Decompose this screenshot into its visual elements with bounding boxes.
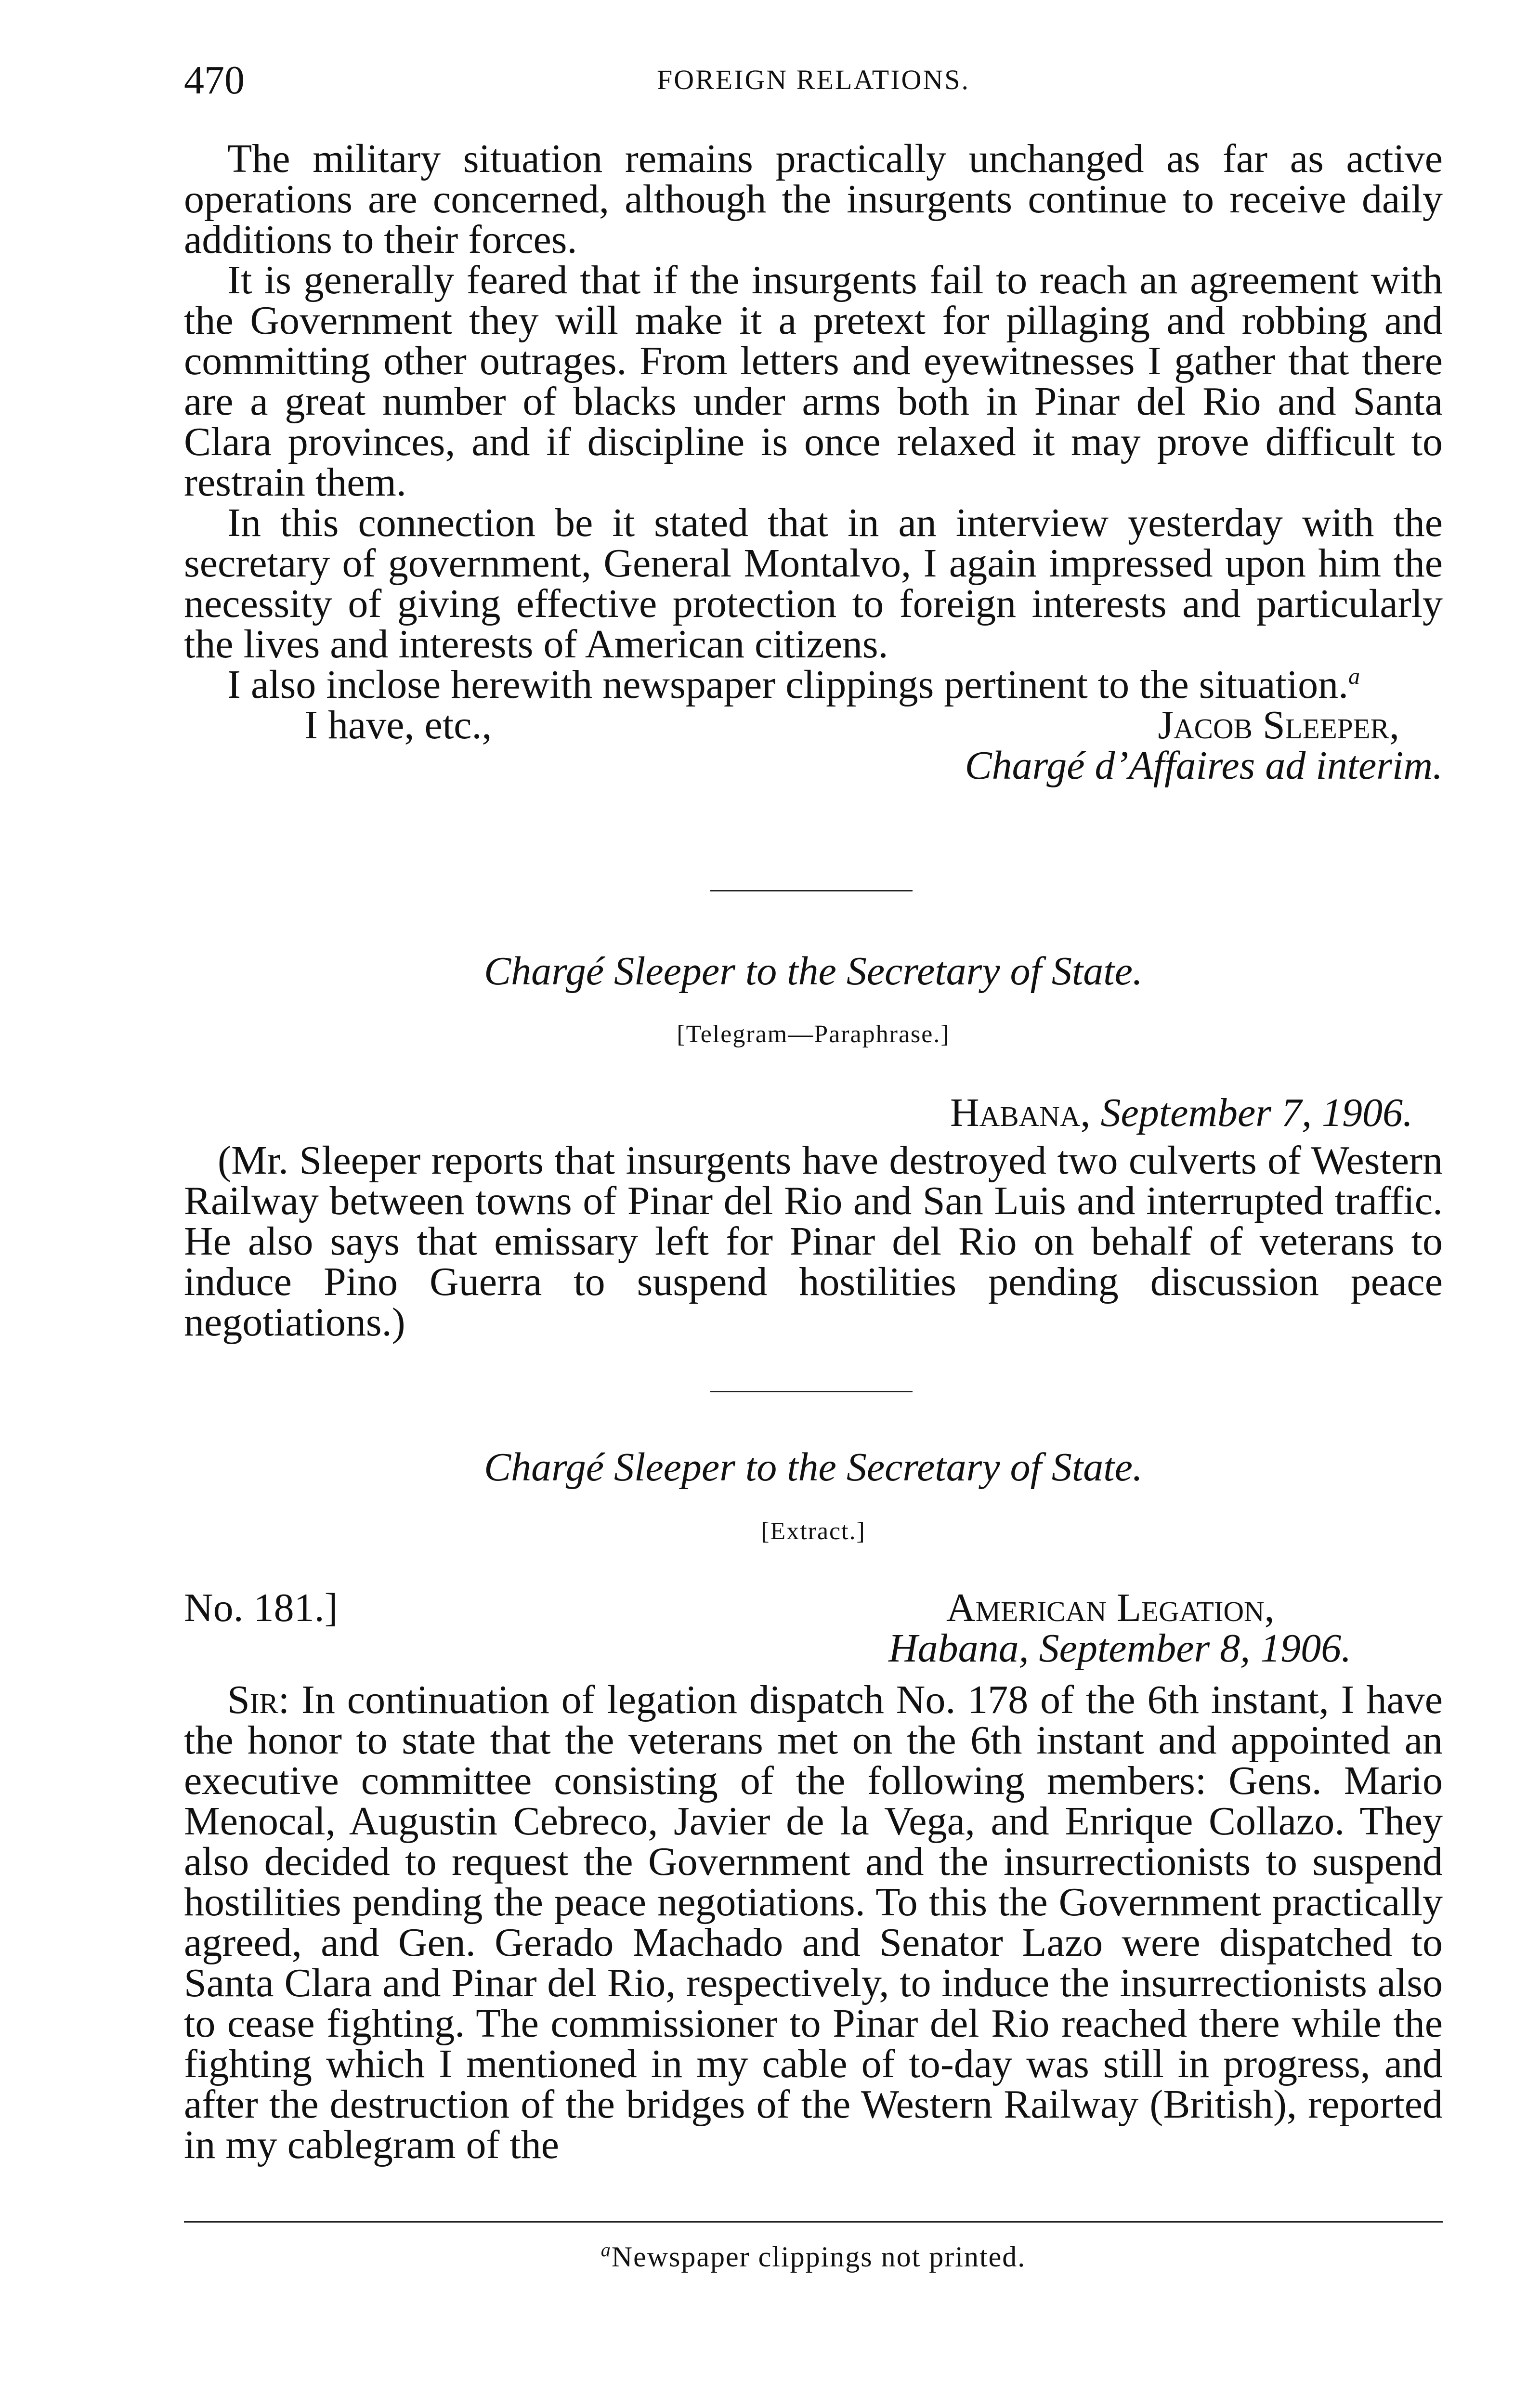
footnote-marker: a [600,2239,612,2261]
document-subheading: [Extract.] [761,1518,866,1545]
dispatch-body [184,1677,1443,2167]
paragraph-with-footnote [184,662,1443,707]
salutation: Sir: [227,1677,290,1722]
letter-continuation [184,136,1443,788]
telegram-body [184,1140,1443,1343]
closing: I have, etc., [304,703,492,747]
section-divider [710,1391,913,1392]
address-dateline: Habana, September 8, 1906. [888,1626,1352,1671]
footnote-rule [184,2221,1443,2223]
paragraph [184,1677,1443,2167]
section-divider [710,890,913,891]
footnote-text: Newspaper clippings not printed. [611,2241,1026,2273]
document-subheading: [Telegram—Paraphrase.] [677,1021,950,1048]
page-header [184,57,1443,105]
document-heading: Chargé Sleeper to the Secretary of State. [484,1445,1143,1490]
address-line: American Legation, [946,1585,1275,1630]
paragraph: The military situation remains practically unchanged as far as active operations are concerned, although the insurgents continue to receive daily additions to their forces. [184,136,1443,262]
signature: Jacob Sleeper, [1158,703,1399,747]
signature-title: Chargé d’Affaires ad interim. [965,743,1443,788]
dateline-date: September 7, 1906. [1100,1090,1413,1135]
document-heading: Chargé Sleeper to the Secretary of State. [484,949,1143,994]
paragraph: (Mr. Sleeper reports that insurgents have destroyed two culverts of Western Railway between towns of Pinar del Rio and San Luis and interrupted traffic. He also says that emissary left for Pinar del Rio on behalf of veterans to induce Pino Guerra to suspend hostilities pending discussion peace negotiations.) [184,1138,1443,1345]
paragraph-text: In continuation of legation dispatch No. 178 of the 6th instant, I have the honor to state that the veterans met on the 6th instant and appointed an executive committee consisting of the following members: Gens. Mario Menocal, Augustin Cebreco, Javier de la Vega, and Enrique Collazo. They also decided to request the Government and the insurrectionists to suspend hostilities pending the peace negotiations. To this the Government practically agreed, and Gen. Gerado Machado and Senator Lazo were dispatched to Santa Clara and Pinar del Rio, respectively, to induce the insurrectionists also to cease fighting. The commissioner to Pinar del Rio reached there while the fighting which I mentioned in my cable of to-day was still in progress, and after the destruction of the bridges of the Western Railway (British), reported in my cablegram of the [184,1677,1443,2167]
dateline [950,1089,1413,1136]
paragraph-text: I also inclose herewith newspaper clippings pertinent to the situation. [227,662,1349,707]
paragraph: It is generally feared that if the insurgents fail to reach an agreement with the Government they will make it a pretext for pillaging and robbing and committing other outrages. From letters and eyewitnesses I gather that there are a great number of blacks under arms both in Pinar del Rio and Santa Clara provinces, and if discipline is once relaxed it may prove difficult to restrain them. [184,258,1443,505]
paragraph: In this connection be it stated that in an interview yesterday with the secretary of government, General Montalvo, I again impressed upon him the necessity of giving effective protection to foreign interests and particularly the lives and interests of American citizens. [184,500,1443,667]
page-number: 470 [184,58,245,103]
closing-line [184,705,1443,746]
running-head: FOREIGN RELATIONS. [656,64,970,95]
dispatch-number: No. 181.] [184,1585,338,1630]
footnote [184,2238,1443,2274]
dateline-place: Habana, [950,1090,1091,1135]
footnote-marker: a [1348,664,1360,689]
